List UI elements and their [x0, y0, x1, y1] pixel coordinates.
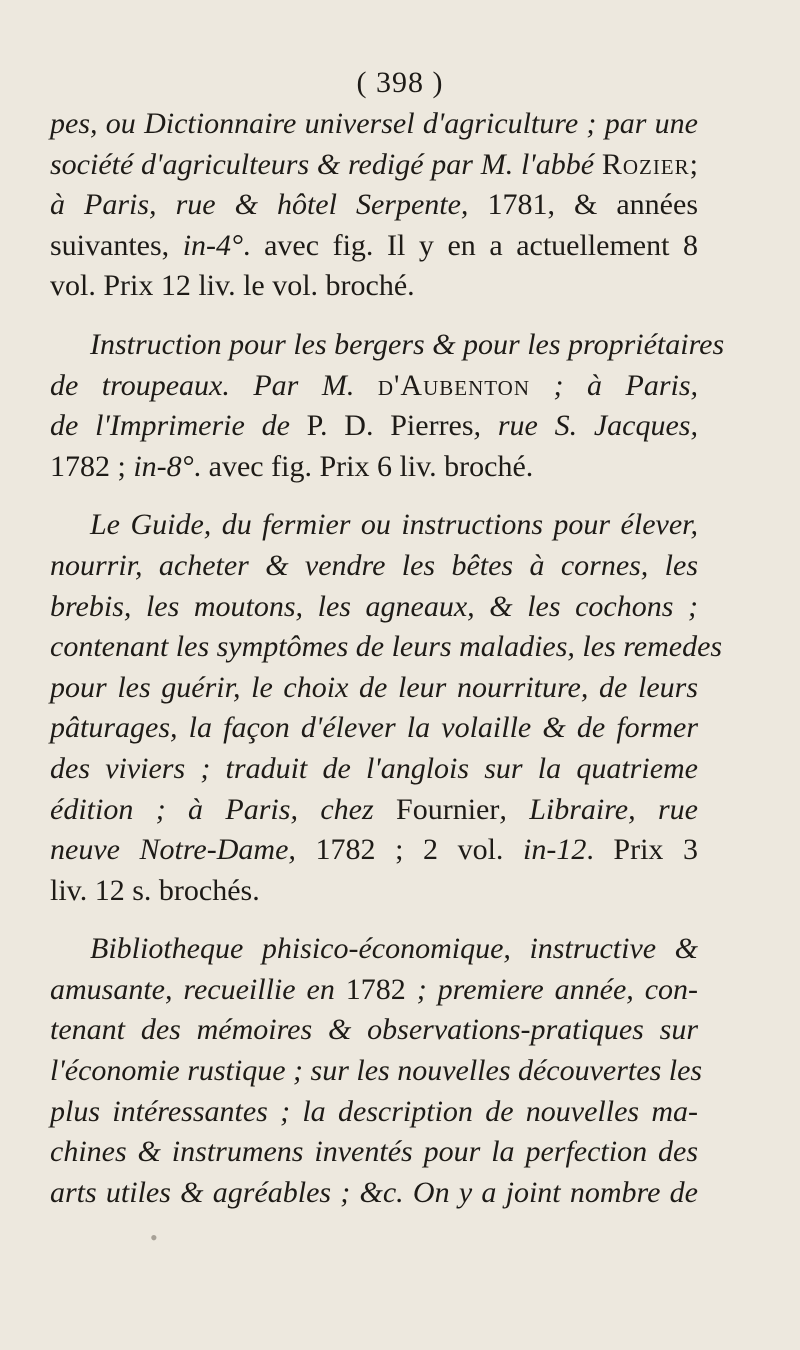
text-run: des viviers ; traduit de l'anglois sur la quatrieme	[50, 751, 698, 785]
text-line	[50, 226, 698, 267]
text-run: 1782 ; 2 vol.	[315, 833, 523, 867]
text-run: chines & instrumens inventés pour la perfection des	[50, 1135, 698, 1169]
text-run: pâturages, la façon d'élever la volaille & de former	[50, 711, 698, 745]
text-run: suivantes,	[50, 228, 183, 262]
text-run: . avec fig. Prix 6 liv. broché.	[193, 449, 534, 483]
bibliography-entry	[50, 505, 723, 911]
text-run: pour les guérir, le choix de leur nourriture, de leurs	[50, 670, 698, 704]
text-run: nourrir, acheter & vendre les bêtes à cornes, les	[50, 548, 698, 582]
text-line	[50, 546, 698, 587]
text-line	[50, 447, 698, 488]
text-run: Instruction pour les bergers & pour les propriétaires	[90, 327, 725, 361]
text-line	[50, 266, 698, 307]
bibliography-entry	[50, 325, 725, 487]
text-run: 1781, & années	[487, 188, 698, 222]
text-line	[50, 185, 698, 226]
bibliography-entry	[50, 104, 698, 307]
text-run: brebis, les moutons, les agneaux, & les cochons ;	[50, 589, 698, 623]
text-run: l'économie rustique ; sur les nouvelles découvertes les	[50, 1054, 703, 1088]
bleed-through-mark: •	[150, 1225, 158, 1250]
text-run: amusante, recueillie en	[50, 972, 346, 1006]
text-line	[50, 790, 698, 831]
text-run: contenant les symptômes de leurs maladies, les remedes	[50, 630, 723, 664]
text-line	[50, 871, 698, 912]
text-run: P. D. Pierres	[306, 409, 474, 443]
text-line	[50, 145, 698, 186]
text-run: ; à Paris,	[530, 368, 699, 402]
text-line	[50, 749, 698, 790]
text-line	[50, 366, 698, 407]
text-run: Bibliotheque phisico-économique, instructive &	[90, 932, 698, 966]
text-line	[50, 668, 698, 709]
text-run: in-8°	[133, 449, 194, 483]
text-line	[50, 1092, 698, 1133]
text-line	[50, 505, 698, 546]
text-run: à Paris, rue & hôtel Serpente,	[50, 188, 488, 222]
text-line	[50, 970, 698, 1011]
text-run: d'Aubenton	[377, 368, 531, 402]
text-run: arts utiles & agréables ; &c. On y a joint nombre de	[50, 1175, 698, 1209]
text-run: ;	[689, 147, 698, 181]
text-run: 1782	[345, 972, 406, 1006]
text-run: Le Guide, du fermier ou instructions pour élever,	[90, 508, 698, 542]
text-run: 1782 ;	[50, 449, 134, 483]
page-text	[50, 104, 725, 1231]
text-run: vol. Prix 12 liv. le vol. broché.	[50, 269, 415, 303]
text-run: pes, ou Dictionnaire universel d'agriculture ; par une	[50, 107, 698, 140]
text-run: liv. 12 s. brochés.	[50, 873, 260, 907]
text-line	[50, 406, 698, 447]
text-line	[50, 1132, 698, 1173]
text-run: de troupeaux. Par M.	[50, 368, 378, 402]
text-run: plus intéressantes ; la description de nouvelles ma-	[50, 1094, 698, 1128]
text-run: , Libraire, rue	[499, 792, 698, 826]
text-line	[50, 708, 698, 749]
text-run: , rue S. Jacques,	[473, 409, 698, 443]
page-number: ( 398 )	[356, 66, 444, 99]
text-line	[50, 830, 698, 871]
text-line	[50, 1010, 698, 1051]
text-run: ; premiere année, con-	[405, 972, 699, 1006]
text-line	[50, 1173, 698, 1214]
text-run: in-12	[523, 833, 587, 867]
text-run: tenant des mémoires & observations-pratiques sur	[50, 1013, 698, 1047]
text-line	[50, 1051, 703, 1092]
text-run: neuve Notre-Dame,	[50, 833, 316, 867]
text-line	[50, 929, 698, 970]
text-run: édition ; à Paris, chez	[50, 792, 397, 826]
text-run: société d'agriculteurs & redigé par M. l'abbé	[50, 147, 602, 181]
text-run: . avec fig. Il y en a actuellement 8	[243, 228, 698, 262]
text-run: de l'Imprimerie de	[50, 409, 307, 443]
text-line	[50, 587, 698, 628]
text-line	[50, 627, 723, 668]
text-run: in-4°	[182, 228, 244, 262]
bibliography-entry	[50, 929, 703, 1213]
text-run: . Prix 3	[586, 833, 699, 867]
text-line	[50, 104, 698, 145]
text-run: Fournier	[396, 792, 500, 826]
text-run: Rozier	[601, 147, 690, 181]
text-line	[50, 325, 725, 366]
